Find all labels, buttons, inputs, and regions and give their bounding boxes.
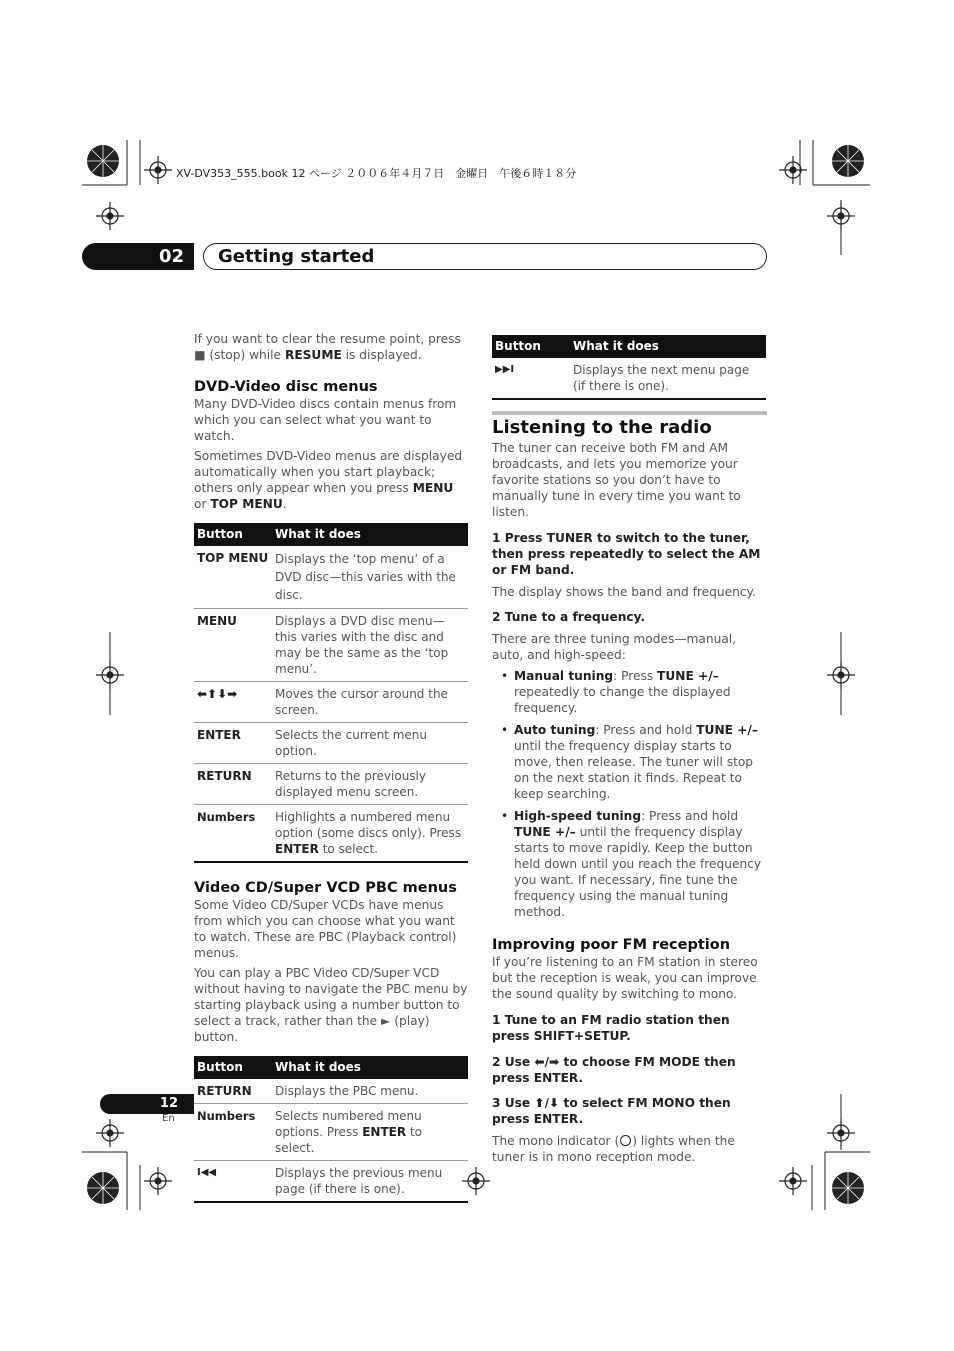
page-number: 12 xyxy=(100,1094,194,1114)
vcd-para-1: Some Video CD/Super VCDs have menus from which you can choose what you want to watch. These are PBC (Playback control) menus. xyxy=(194,898,457,960)
fm-step-3: 3 Use ⬆/⬇ to select FM MONO then press ENTER. xyxy=(492,1096,731,1126)
chapter-number: 02 xyxy=(82,243,194,270)
mono-indicator-icon xyxy=(620,1135,631,1146)
col-header-button: Button xyxy=(194,1056,272,1079)
table-row: RETURN Returns to the previously displayed menu screen. xyxy=(194,764,468,805)
next-icon: ▶▶I xyxy=(495,364,515,375)
radio-heading: Listening to the radio xyxy=(492,417,712,438)
radio-step-2-text: There are three tuning modes—manual, auto, and high-speed: xyxy=(492,632,737,662)
table-row: Numbers Highlights a numbered menu option (some discs only). Press ENTER to select. xyxy=(197,810,462,856)
section-divider xyxy=(492,411,767,415)
dvd-menus-heading: DVD-Video disc menus xyxy=(194,379,378,395)
list-item: • Manual tuning: Press TUNE +/– repeatedly to change the displayed frequency. xyxy=(492,668,768,716)
dvd-para-1: Many DVD-Video discs contain menus from which you can select what you want to watch. xyxy=(194,397,457,443)
col-header-button: Button xyxy=(492,335,570,358)
right-column xyxy=(492,417,768,1171)
radio-step-1: 1 Press TUNER to switch to the tuner, then press repeatedly to select the AM or FM band. xyxy=(492,531,761,577)
fm-step-2: 2 Use ⬅/➡ to choose FM MODE then press ENTER. xyxy=(492,1055,736,1085)
list-item: • Auto tuning: Press and hold TUNE +/– until the frequency display starts to move, then release. The tuner will stop on the next station it finds. Repeat to keep searching. xyxy=(492,722,768,802)
language-label: En xyxy=(162,1113,175,1124)
next-page-table xyxy=(492,335,766,400)
radio-step-1-text: The display shows the band and frequency. xyxy=(492,585,756,599)
chapter-title-box xyxy=(203,243,767,270)
table-row: RETURN Displays the PBC menu. xyxy=(194,1079,468,1104)
fm-final-text: The mono indicator ( ) lights when the tuner is in mono reception mode. xyxy=(492,1134,735,1164)
previous-icon: I◀◀ xyxy=(197,1167,217,1178)
col-header-what: What it does xyxy=(272,523,468,546)
dvd-button-table xyxy=(194,523,468,863)
table-row: Numbers Selects numbered menu options. Press ENTER to select. xyxy=(194,1104,468,1161)
vcd-menus-heading: Video CD/Super VCD PBC menus xyxy=(194,880,457,896)
resume-note: If you want to clear the resume point, press ■ (stop) while RESUME is displayed. xyxy=(194,332,461,362)
radio-step-2: 2 Tune to a frequency. xyxy=(492,610,646,624)
vcd-button-table xyxy=(194,1056,468,1203)
radio-intro: The tuner can receive both FM and AM broadcasts, and lets you memorize your favorite stations so you don’t have to manually tune in every time you want to listen. xyxy=(492,441,741,519)
vcd-para-2: You can play a PBC Video CD/Super VCD without having to navigate the PBC menu by starting playback using a number button to select a track, rather than the ► (play) button. xyxy=(194,966,468,1044)
chapter-title: Getting started xyxy=(218,246,375,267)
dvd-para-2: Sometimes DVD-Video menus are displayed automatically when you start playback; others only appear when you press MENU or TOP MENU. xyxy=(194,449,463,511)
col-header-what: What it does xyxy=(570,335,766,358)
right-column-table xyxy=(492,335,766,400)
left-column xyxy=(194,331,468,1203)
table-row: ▶▶I Displays the next menu page (if there is one). xyxy=(492,358,766,399)
table-row: ⬅⬆⬇➡ Moves the cursor around the screen. xyxy=(194,682,468,723)
fm-intro: If you’re listening to an FM station in stereo but the reception is weak, you can improve the sound quality by switching to mono. xyxy=(492,955,758,1001)
fm-step-1: 1 Tune to an FM radio station then press SHIFT+SETUP. xyxy=(492,1013,730,1043)
list-item: • High-speed tuning: Press and hold TUNE +/– until the frequency display starts to move rapidly. Keep the button held down until you reach the frequency you want. If necessary, fine tune the frequency using the manual tuning method. xyxy=(492,808,768,920)
book-header-line: XV-DV353_555.book 12 ページ ２００６年４月７日 金曜日 午後６時１８分 xyxy=(176,167,577,180)
table-row: MENU Displays a DVD disc menu—this varies with the disc and may be the same as the ‘top menu’. xyxy=(194,609,468,682)
table-row: ENTER Selects the current menu option. xyxy=(194,723,468,764)
col-header-button: Button xyxy=(194,523,272,546)
fm-reception-heading: Improving poor FM reception xyxy=(492,937,731,953)
table-row: TOP MENU Displays the ‘top menu’ of a DVD disc—this varies with the disc. xyxy=(194,546,468,609)
arrow-keys-icon: ⬅⬆⬇➡ xyxy=(194,682,272,723)
col-header-what: What it does xyxy=(272,1056,468,1079)
table-row: I◀◀ Displays the previous menu page (if there is one). xyxy=(194,1161,468,1203)
